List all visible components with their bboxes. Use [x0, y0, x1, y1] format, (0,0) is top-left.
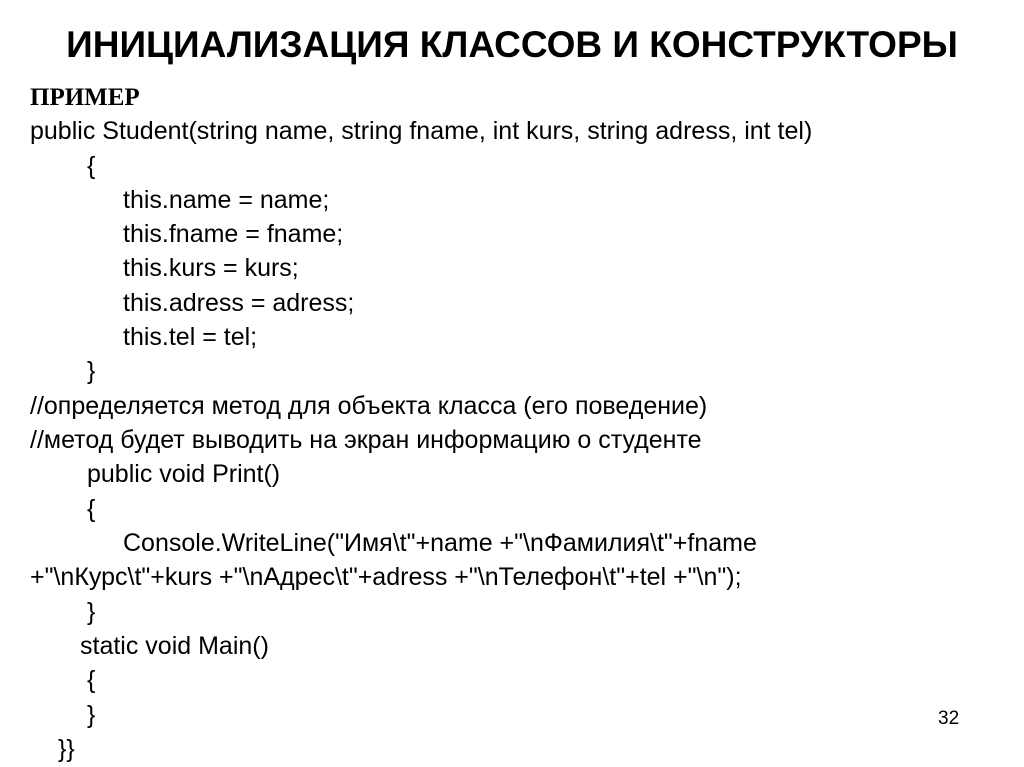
code-line-print-signature: public void Print() — [87, 460, 281, 488]
code-line-assign-fname: this.fname = fname; — [123, 220, 344, 248]
code-line-assign-kurs: this.kurs = kurs; — [123, 254, 299, 282]
code-line-main-signature: static void Main() — [80, 632, 269, 660]
code-line-assign-name: this.name = name; — [123, 186, 330, 214]
code-line-close-brace: } — [87, 357, 96, 385]
code-line-writeline-part2: +"\nКурс\t"+kurs +"\nАдрес\t"+adress +"\nТелефон\t"+tel +"\n"); — [30, 563, 742, 591]
code-line-main-open-brace: { — [87, 666, 96, 694]
page-number: 32 — [938, 708, 960, 729]
code-line-open-brace: { — [87, 152, 96, 180]
code-line-assign-adress: this.adress = adress; — [123, 289, 355, 317]
slide-title: ИНИЦИАЛИЗАЦИЯ КЛАССОВ И КОНСТРУКТОРЫ — [66, 24, 958, 65]
code-line-writeline-part1: Console.WriteLine("Имя\t"+name +"\nФамилия\t"+fname — [123, 529, 757, 557]
code-line-constructor-signature: public Student(string name, string fname, int kurs, string adress, int tel) — [30, 117, 813, 145]
example-label: ПРИМЕР — [30, 84, 140, 111]
code-line-comment-output: //метод будет выводить на экран информацию о студенте — [30, 426, 702, 454]
code-line-assign-tel: this.tel = tel; — [123, 323, 258, 351]
code-line-main-close-brace: } — [87, 701, 96, 729]
code-line-print-open-brace: { — [87, 495, 96, 523]
code-line-comment-method: //определяется метод для объекта класса (его поведение) — [30, 392, 708, 420]
code-line-class-close-braces: }} — [58, 735, 75, 763]
code-line-print-close-brace: } — [87, 598, 96, 626]
